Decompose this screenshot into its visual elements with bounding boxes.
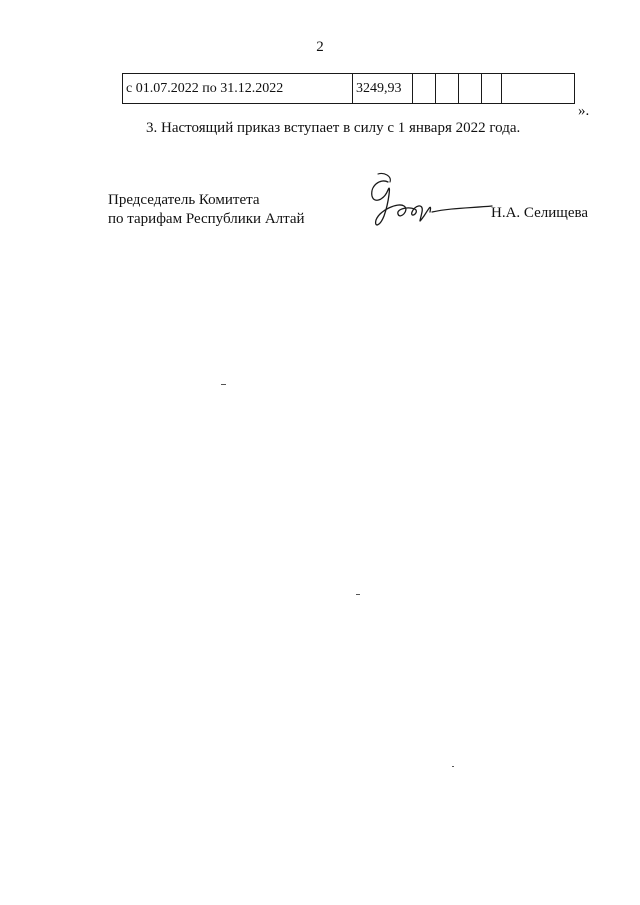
signer-title: [108, 191, 305, 229]
page-number: 2: [316, 39, 324, 55]
scan-speck: [221, 384, 226, 385]
signer-title-line-2: по тарифам Республики Алтай: [108, 211, 305, 227]
scan-speck: [356, 594, 360, 595]
table-row: [123, 74, 575, 104]
closing-quote: ».: [578, 103, 590, 119]
signer-name: Н.А. Селищева: [491, 205, 589, 221]
period-cell: с 01.07.2022 по 31.12.2022: [123, 74, 353, 104]
tariff-value-cell: 3249,93: [353, 74, 413, 104]
scan-speck: [452, 766, 454, 767]
signer-title-line-1: Председатель Комитета: [108, 192, 260, 208]
empty-cell: [459, 74, 482, 104]
empty-cell: [413, 74, 436, 104]
empty-cell: [436, 74, 459, 104]
tariff-table: [122, 73, 575, 104]
handwritten-signature: [358, 172, 498, 234]
clause-3-text: 3. Настоящий приказ вступает в силу с 1 января 2022 года.: [146, 120, 521, 136]
empty-cell: [482, 74, 502, 104]
empty-cell: [502, 74, 575, 104]
